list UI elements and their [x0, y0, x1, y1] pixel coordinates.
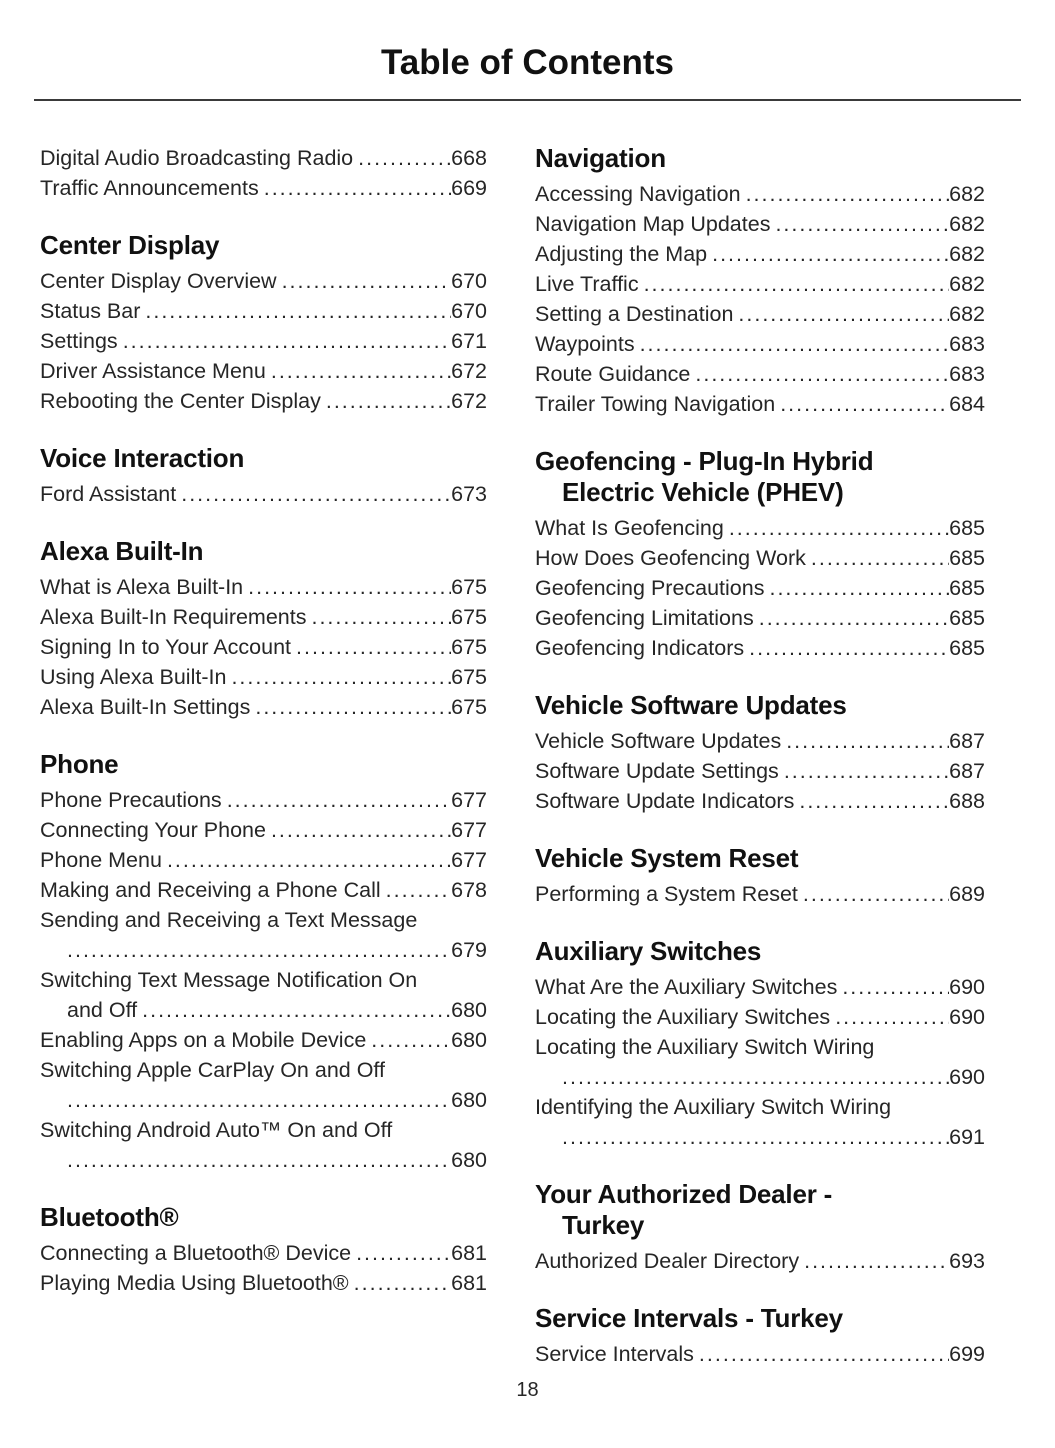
entry-last-line: [535, 1246, 985, 1276]
toc-column-left: [40, 143, 487, 1298]
entry-page-number: 677: [451, 788, 487, 812]
entry-page-number: 675: [451, 695, 487, 719]
toc-section: [535, 690, 985, 816]
toc-entry[interactable]: [535, 1002, 985, 1032]
entry-page-number: 683: [949, 332, 985, 356]
entry-label: Alexa Built-In Settings: [40, 695, 251, 719]
entry-last-line: [40, 173, 487, 203]
toc-entry[interactable]: [535, 603, 985, 633]
dot-leader: [699, 1339, 949, 1369]
section-heading: [40, 1202, 487, 1233]
dot-leader: [67, 1085, 451, 1115]
entry-page-number: 680: [451, 998, 487, 1022]
dot-leader: [835, 1002, 949, 1032]
toc-entry[interactable]: [535, 269, 985, 299]
section-heading-line: Navigation: [535, 143, 666, 173]
section-heading-line: Alexa Built-In: [40, 536, 204, 566]
entry-page-number: 678: [451, 878, 487, 902]
entry-last-line: [40, 296, 487, 326]
entry-page-number: 680: [451, 1088, 487, 1112]
entry-label: Phone Precautions: [40, 788, 222, 812]
dot-leader: [784, 756, 949, 786]
toc-entry[interactable]: [535, 329, 985, 359]
toc-entry[interactable]: [40, 602, 487, 632]
entry-page-number: 681: [451, 1241, 487, 1265]
toc-entry[interactable]: [535, 209, 985, 239]
toc-section: [40, 143, 487, 203]
entry-page-number: 682: [949, 272, 985, 296]
toc-entry[interactable]: [40, 296, 487, 326]
toc-section: [535, 1179, 985, 1276]
toc-entry[interactable]: [535, 1246, 985, 1276]
dot-leader: [311, 602, 451, 632]
entry-page-number: 677: [451, 818, 487, 842]
dot-leader: [296, 632, 451, 662]
toc-entry[interactable]: [535, 756, 985, 786]
entry-text-line: Sending and Receiving a Text Message: [40, 908, 418, 932]
section-heading: [535, 446, 985, 508]
dot-leader: [248, 572, 451, 602]
section-heading: [40, 230, 487, 261]
entry-last-line: [40, 995, 487, 1025]
entry-label: Digital Audio Broadcasting Radio: [40, 146, 354, 170]
entry-page-number: 687: [949, 759, 985, 783]
entry-last-line: [535, 726, 985, 756]
entry-page-number: 684: [949, 392, 985, 416]
entry-page-number: 685: [949, 636, 985, 660]
dot-leader: [811, 543, 949, 573]
entry-page-number: 685: [949, 606, 985, 630]
entry-last-line: [535, 299, 985, 329]
entry-page-number: 682: [949, 302, 985, 326]
entry-page-number: 668: [451, 146, 487, 170]
toc-entry[interactable]: [535, 359, 985, 389]
section-heading-line: Phone: [40, 749, 119, 779]
entry-page-number: 687: [949, 729, 985, 753]
entry-label: Signing In to Your Account: [40, 635, 292, 659]
dot-leader: [264, 173, 451, 203]
toc-entry[interactable]: [40, 326, 487, 356]
toc-entry[interactable]: [40, 356, 487, 386]
toc-section: [535, 143, 985, 419]
entry-page-number: 670: [451, 269, 487, 293]
dot-leader: [799, 786, 949, 816]
toc-entry[interactable]: [40, 692, 487, 722]
toc-section: [40, 230, 487, 416]
dot-leader: [775, 209, 949, 239]
section-heading-line: Turkey: [562, 1210, 645, 1240]
entry-last-line: [40, 875, 487, 905]
entry-label: Geofencing Indicators: [535, 636, 745, 660]
entry-last-line: [40, 1145, 487, 1175]
entry-last-line: [40, 386, 487, 416]
entry-label: Service Intervals: [535, 1342, 694, 1366]
dot-leader: [769, 573, 949, 603]
toc-entry[interactable]: [535, 1339, 985, 1369]
section-heading-line: Your Authorized Dealer -: [535, 1179, 833, 1209]
entry-label: Connecting Your Phone: [40, 818, 266, 842]
entry-page-number: 685: [949, 516, 985, 540]
entry-last-line: [535, 1062, 985, 1092]
entry-last-line: [535, 359, 985, 389]
entry-last-line: [40, 326, 487, 356]
entry-last-line: [40, 815, 487, 845]
section-heading-line: Auxiliary Switches: [535, 936, 762, 966]
entry-last-line: [535, 879, 985, 909]
entry-label: Connecting a Bluetooth® Device: [40, 1241, 352, 1265]
entry-page-number: 689: [949, 882, 985, 906]
toc-entry[interactable]: [40, 143, 487, 173]
toc-entry[interactable]: [40, 632, 487, 662]
entry-text-line: Switching Text Message Notification On: [40, 968, 418, 992]
entry-text-line: Switching Apple CarPlay On and Off: [40, 1058, 385, 1082]
section-heading: [535, 690, 985, 721]
entry-last-line: [535, 543, 985, 573]
toc-entry[interactable]: [40, 875, 487, 905]
entry-label: Setting a Destination: [535, 302, 734, 326]
entry-label: Center Display Overview: [40, 269, 277, 293]
dot-leader: [358, 143, 451, 173]
toc-section: [535, 446, 985, 663]
dot-leader: [167, 845, 451, 875]
entry-page-number: 679: [451, 938, 487, 962]
entry-label: Rebooting the Center Display: [40, 389, 321, 413]
entry-page-number: 682: [949, 242, 985, 266]
toc-section: [535, 936, 985, 1152]
toc-entry[interactable]: [40, 266, 487, 296]
entry-text-line: Locating the Auxiliary Switch Wiring: [535, 1035, 875, 1059]
entry-page-number: 691: [949, 1125, 985, 1149]
entry-label: Driver Assistance Menu: [40, 359, 266, 383]
entry-page-number: 675: [451, 635, 487, 659]
toc-entry[interactable]: [40, 1268, 487, 1298]
entry-page-number: 677: [451, 848, 487, 872]
entry-label: Trailer Towing Navigation: [535, 392, 776, 416]
toc-entry[interactable]: [535, 299, 985, 329]
toc-section: [535, 1303, 985, 1369]
entry-last-line: [535, 389, 985, 419]
section-heading: [535, 1303, 985, 1334]
dot-leader: [181, 479, 451, 509]
toc-section: [40, 536, 487, 722]
section-heading: [40, 749, 487, 780]
toc-section: [40, 749, 487, 1175]
entry-page-number: 690: [949, 975, 985, 999]
entry-label: Status Bar: [40, 299, 141, 323]
entry-label: Authorized Dealer Directory: [535, 1249, 800, 1273]
dot-leader: [145, 296, 451, 326]
entry-page-number: 680: [451, 1148, 487, 1172]
section-heading: [40, 443, 487, 474]
entry-label: Geofencing Precautions: [535, 576, 765, 600]
dot-leader: [371, 1025, 451, 1055]
entry-last-line: [535, 1122, 985, 1152]
toc-entry[interactable]: [535, 1032, 985, 1092]
toc-section: [40, 1202, 487, 1298]
entry-page-number: 682: [949, 182, 985, 206]
entry-label: Alexa Built-In Requirements: [40, 605, 307, 629]
entry-label: Enabling Apps on a Mobile Device: [40, 1028, 367, 1052]
dot-leader: [712, 239, 949, 269]
entry-label: Traffic Announcements: [40, 176, 259, 200]
entry-label: Playing Media Using Bluetooth®: [40, 1271, 349, 1295]
section-heading-line: Bluetooth®: [40, 1202, 179, 1232]
toc-entry[interactable]: [535, 786, 985, 816]
toc-entry[interactable]: [535, 389, 985, 419]
toc-entry[interactable]: [535, 1092, 985, 1152]
entry-last-line: [40, 1025, 487, 1055]
entry-last-line: [40, 143, 487, 173]
entry-last-line: [535, 1002, 985, 1032]
entry-page-number: 680: [451, 1028, 487, 1052]
entry-page-number: 685: [949, 546, 985, 570]
entry-last-line: [40, 572, 487, 602]
entry-label: Adjusting the Map: [535, 242, 708, 266]
entry-last-line: [40, 692, 487, 722]
section-heading-line: Service Intervals - Turkey: [535, 1303, 843, 1333]
entry-last-line: [535, 573, 985, 603]
toc-entry[interactable]: [535, 179, 985, 209]
toc-entry[interactable]: [40, 1115, 487, 1175]
entry-page-number: 675: [451, 575, 487, 599]
entry-last-line: [40, 266, 487, 296]
toc-entry[interactable]: [535, 543, 985, 573]
toc-entry[interactable]: [535, 239, 985, 269]
entry-last-line: [40, 935, 487, 965]
entry-label: What Are the Auxiliary Switches: [535, 975, 838, 999]
dot-leader: [695, 359, 949, 389]
entry-page-number: 670: [451, 299, 487, 323]
toc-entry[interactable]: [535, 513, 985, 543]
entry-last-line: [535, 633, 985, 663]
entry-label: Vehicle Software Updates: [535, 729, 782, 753]
toc-entry[interactable]: [40, 173, 487, 203]
page-title: Table of Contents: [381, 43, 674, 82]
entry-last-line: [535, 329, 985, 359]
dot-leader: [67, 1145, 451, 1175]
toc-entry[interactable]: [40, 662, 487, 692]
section-heading-line: Vehicle System Reset: [535, 843, 799, 873]
section-heading: [535, 843, 985, 874]
entry-label: Settings: [40, 329, 118, 353]
entry-page-number: 672: [451, 359, 487, 383]
dot-leader: [804, 1246, 949, 1276]
entry-label: Software Update Settings: [535, 759, 779, 783]
dot-leader: [759, 603, 949, 633]
dot-leader: [749, 633, 949, 663]
entry-page-number: 690: [949, 1005, 985, 1029]
entry-label: Software Update Indicators: [535, 789, 795, 813]
entry-label: and Off: [67, 998, 138, 1022]
entry-label: Geofencing Limitations: [535, 606, 754, 630]
title-divider: [34, 99, 1021, 101]
dot-leader: [326, 386, 451, 416]
dot-leader: [227, 785, 451, 815]
toc-entry[interactable]: [40, 479, 487, 509]
entry-last-line: [40, 479, 487, 509]
entry-last-line: [535, 209, 985, 239]
entry-page-number: 671: [451, 329, 487, 353]
section-heading: [535, 936, 985, 967]
section-heading-line: Vehicle Software Updates: [535, 690, 847, 720]
dot-leader: [562, 1062, 949, 1092]
entry-label: Locating the Auxiliary Switches: [535, 1005, 831, 1029]
dot-leader: [746, 179, 950, 209]
toc-section: [40, 443, 487, 509]
toc-columns: [40, 143, 985, 1369]
entry-last-line: [40, 845, 487, 875]
entry-label: Performing a System Reset: [535, 882, 798, 906]
section-heading: [535, 1179, 985, 1241]
entry-page-number: 685: [949, 576, 985, 600]
dot-leader: [67, 935, 451, 965]
toc-entry[interactable]: [40, 386, 487, 416]
dot-leader: [386, 875, 452, 905]
entry-label: Ford Assistant: [40, 482, 177, 506]
toc-entry[interactable]: [40, 785, 487, 815]
entry-last-line: [535, 513, 985, 543]
dot-leader: [255, 692, 451, 722]
entry-last-line: [535, 603, 985, 633]
entry-page-number: 690: [949, 1065, 985, 1089]
entry-last-line: [535, 756, 985, 786]
entry-last-line: [535, 269, 985, 299]
entry-page-number: 693: [949, 1249, 985, 1273]
entry-last-line: [40, 1268, 487, 1298]
toc-entry[interactable]: [40, 1055, 487, 1115]
entry-page-number: 672: [451, 389, 487, 413]
section-heading-line: Electric Vehicle (PHEV): [562, 477, 844, 507]
toc-entry[interactable]: [40, 815, 487, 845]
toc-entry[interactable]: [40, 965, 487, 1025]
dot-leader: [271, 815, 451, 845]
entry-page-number: 699: [949, 1342, 985, 1366]
dot-leader: [786, 726, 949, 756]
entry-last-line: [40, 356, 487, 386]
section-heading-line: Geofencing - Plug-In Hybrid: [535, 446, 874, 476]
dot-leader: [842, 972, 949, 1002]
entry-label: What is Alexa Built-In: [40, 575, 244, 599]
entry-label: Using Alexa Built-In: [40, 665, 227, 689]
entry-label: What Is Geofencing: [535, 516, 724, 540]
toc-column-right: [535, 143, 985, 1369]
footer-page-number: 18: [516, 1379, 539, 1401]
dot-leader: [356, 1238, 451, 1268]
toc-entry[interactable]: [535, 633, 985, 663]
entry-label: Accessing Navigation: [535, 182, 741, 206]
entry-last-line: [535, 786, 985, 816]
dot-leader: [231, 662, 451, 692]
entry-last-line: [40, 1238, 487, 1268]
toc-entry[interactable]: [535, 573, 985, 603]
toc-section: [535, 843, 985, 909]
toc-entry[interactable]: [40, 845, 487, 875]
entry-page-number: 673: [451, 482, 487, 506]
dot-leader: [803, 879, 949, 909]
dot-leader: [738, 299, 949, 329]
dot-leader: [354, 1268, 451, 1298]
entry-page-number: 675: [451, 665, 487, 689]
toc-entry[interactable]: [40, 1025, 487, 1055]
entry-text-line: Identifying the Auxiliary Switch Wiring: [535, 1095, 892, 1119]
entry-last-line: [40, 785, 487, 815]
entry-last-line: [535, 972, 985, 1002]
entry-page-number: 688: [949, 789, 985, 813]
dot-leader: [644, 269, 950, 299]
dot-leader: [282, 266, 452, 296]
entry-page-number: 682: [949, 212, 985, 236]
toc-entry[interactable]: [40, 905, 487, 965]
entry-label: Phone Menu: [40, 848, 162, 872]
toc-entry[interactable]: [535, 879, 985, 909]
entry-last-line: [40, 662, 487, 692]
dot-leader: [123, 326, 451, 356]
dot-leader: [271, 356, 451, 386]
section-heading-line: Center Display: [40, 230, 220, 260]
entry-label: Waypoints: [535, 332, 635, 356]
dot-leader: [562, 1122, 949, 1152]
section-heading-line: Voice Interaction: [40, 443, 245, 473]
toc-entry[interactable]: [535, 972, 985, 1002]
entry-label: Live Traffic: [535, 272, 639, 296]
entry-last-line: [40, 632, 487, 662]
entry-text-line: Switching Android Auto™ On and Off: [40, 1118, 393, 1142]
entry-page-number: 681: [451, 1271, 487, 1295]
toc-entry[interactable]: [40, 572, 487, 602]
section-heading: [535, 143, 985, 174]
dot-leader: [640, 329, 950, 359]
entry-last-line: [535, 179, 985, 209]
entry-last-line: [40, 1085, 487, 1115]
entry-page-number: 669: [451, 176, 487, 200]
entry-page-number: 675: [451, 605, 487, 629]
toc-entry[interactable]: [40, 1238, 487, 1268]
dot-leader: [142, 995, 451, 1025]
entry-last-line: [40, 602, 487, 632]
entry-page-number: 683: [949, 362, 985, 386]
dot-leader: [780, 389, 949, 419]
dot-leader: [729, 513, 949, 543]
entry-label: Navigation Map Updates: [535, 212, 771, 236]
entry-last-line: [535, 1339, 985, 1369]
entry-label: Making and Receiving a Phone Call: [40, 878, 381, 902]
entry-last-line: [535, 239, 985, 269]
entry-label: Route Guidance: [535, 362, 691, 386]
entry-label: How Does Geofencing Work: [535, 546, 806, 570]
toc-entry[interactable]: [535, 726, 985, 756]
section-heading: [40, 536, 487, 567]
